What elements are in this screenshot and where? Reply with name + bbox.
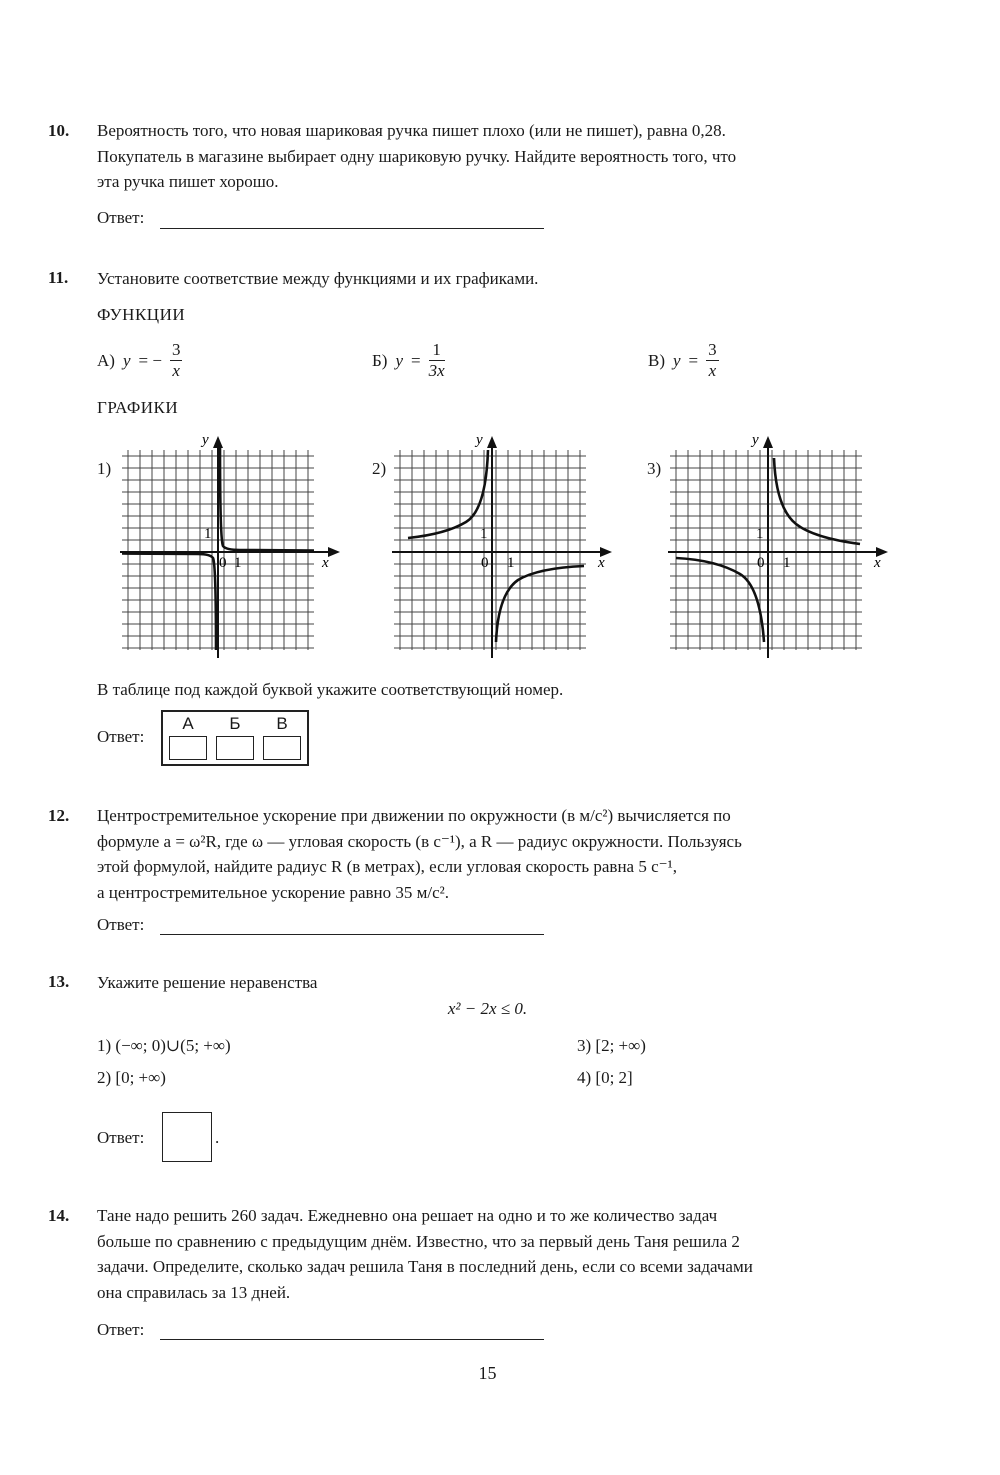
origin-label: 0 — [481, 555, 489, 571]
graph-2-curve-right — [496, 566, 584, 642]
function-b-numerator: 1 — [429, 340, 445, 361]
question-14-line: больше по сравнению с предыдущим днём. Известно, что за первый день Таня решила 2 — [97, 1231, 740, 1251]
function-a — [97, 340, 182, 381]
function-b-fraction — [429, 340, 445, 381]
functions-heading: ФУНКЦИИ — [97, 305, 186, 324]
function-b-lhs: y — [395, 350, 403, 370]
question-11-answer-label: Ответ: — [97, 727, 145, 746]
y-unit-label: 1 — [204, 526, 212, 542]
answer-table-header-a: А — [182, 714, 194, 733]
graph-1 — [110, 428, 350, 658]
question-10-answer-field[interactable] — [160, 228, 544, 229]
function-c-lhs: y — [673, 350, 681, 370]
graph-3-label: 3) — [647, 459, 662, 478]
answer-table — [161, 710, 309, 766]
y-axis-arrow — [213, 436, 223, 448]
question-10-line: Вероятность того, что новая шариковая ручка пишет плохо (или не пишет), равна 0,28. — [97, 121, 726, 140]
answer-table-header-c: В — [276, 714, 288, 733]
question-14-number: 14. — [48, 1206, 70, 1225]
y-axis-arrow — [487, 436, 497, 448]
question-11-text: Установите соответствие между функциями и их графиками. — [97, 269, 539, 288]
page-number: 15 — [478, 1363, 497, 1383]
graph-grid — [394, 450, 586, 650]
function-b-letter: Б) — [372, 350, 388, 370]
x-axis-label: x — [322, 555, 329, 571]
option-1: 1) (−∞; 0)∪(5; +∞) — [97, 1036, 231, 1055]
y-axis-label: y — [752, 432, 759, 448]
graph-1-curve-right — [220, 446, 314, 551]
function-c-letter: В) — [648, 350, 665, 370]
question-12-answer-label: Ответ: — [97, 915, 145, 934]
y-unit-label: 1 — [756, 526, 764, 542]
question-13-answer-suffix: . — [215, 1128, 220, 1147]
question-11-number: 11. — [48, 268, 69, 287]
question-12-line: а центростремительное ускорение равно 35 м/с². — [97, 882, 450, 902]
answer-cell-b[interactable] — [216, 736, 254, 760]
question-13-text: Укажите решение неравенства — [97, 973, 318, 992]
question-13-answer-label: Ответ: — [97, 1128, 145, 1147]
function-a-fraction — [170, 340, 183, 381]
question-10-line: эта ручка пишет хорошо. — [97, 172, 279, 191]
question-14-line: задачи. Определите, сколько задач решила Таня в последний день, если со всеми задачами — [97, 1257, 753, 1276]
function-c-eq: = — [688, 350, 699, 370]
question-10-line: Покупатель в магазине выбирает одну шариковую ручку. Найдите вероятность того, что — [97, 146, 737, 166]
x-unit-label: 1 — [234, 555, 242, 571]
question-14-line: она справилась за 13 дней. — [97, 1282, 291, 1302]
function-a-letter: А) — [97, 350, 115, 370]
x-axis-arrow — [328, 547, 340, 557]
x-unit-label: 1 — [507, 555, 515, 571]
y-unit-label: 1 — [480, 526, 488, 542]
graph-1-label: 1) — [97, 459, 112, 478]
question-10-number: 10. — [48, 121, 70, 140]
graph-3-curve-right — [774, 458, 860, 544]
question-13-answer-box[interactable] — [162, 1112, 212, 1162]
function-c-fraction — [706, 340, 719, 381]
question-10-answer-label: Ответ: — [97, 208, 145, 227]
x-axis-label: x — [874, 555, 881, 571]
question-14-text — [97, 1203, 930, 1305]
y-axis-arrow — [763, 436, 773, 448]
graph-2-label: 2) — [372, 459, 387, 478]
origin-label: 0 — [757, 555, 765, 571]
table-instruction: В таблице под каждой буквой укажите соответствующий номер. — [97, 680, 564, 699]
question-14-answer-field[interactable] — [160, 1339, 544, 1340]
x-axis-label: x — [598, 555, 605, 571]
function-c — [648, 340, 719, 381]
origin-label: 0 — [219, 555, 227, 571]
question-12-line: этой формулой, найдите радиус R (в метрах), если угловая скорость равна 5 с⁻¹, — [97, 857, 677, 876]
option-4: 4) [0; 2] — [577, 1068, 633, 1087]
answer-cell-c[interactable] — [263, 736, 301, 760]
graph-3 — [662, 428, 902, 658]
inequality: x² − 2x ≤ 0. — [447, 999, 528, 1018]
answer-cell-a[interactable] — [169, 736, 207, 760]
option-2: 2) [0; +∞) — [97, 1068, 166, 1087]
question-14-answer-label: Ответ: — [97, 1320, 145, 1339]
question-12-text — [97, 803, 930, 905]
function-a-eq: = − — [138, 350, 162, 370]
graphs-heading: ГРАФИКИ — [97, 398, 179, 417]
function-c-denominator: x — [708, 361, 717, 380]
question-10-text — [97, 118, 930, 195]
function-b-eq: = — [410, 350, 421, 370]
function-c-numerator: 3 — [708, 340, 717, 359]
question-13-number: 13. — [48, 972, 70, 991]
question-12-number: 12. — [48, 806, 70, 825]
function-a-denominator: x — [172, 361, 180, 380]
x-unit-label: 1 — [783, 555, 791, 571]
function-b — [372, 340, 445, 381]
graph-2 — [386, 428, 626, 658]
function-b-denominator: 3x — [428, 361, 445, 380]
option-3: 3) [2; +∞) — [577, 1036, 646, 1055]
question-12-line: формуле a = ω²R, где ω — угловая скорость (в с⁻¹), а R — радиус окружности. Пользуясь — [97, 831, 742, 851]
question-14-line: Тане надо решить 260 задач. Ежедневно она решает на одно и то же количество задач — [97, 1206, 718, 1225]
function-a-lhs: y — [122, 350, 131, 370]
function-a-numerator: 3 — [171, 340, 181, 359]
question-12-line: Центростремительное ускорение при движении по окружности (в м/с²) вычисляется по — [97, 806, 731, 825]
y-axis-label: y — [476, 432, 483, 448]
question-12-answer-field[interactable] — [160, 934, 544, 935]
answer-table-header-b: Б — [229, 714, 241, 733]
graph-grid — [670, 450, 862, 650]
y-axis-label: y — [202, 432, 209, 448]
